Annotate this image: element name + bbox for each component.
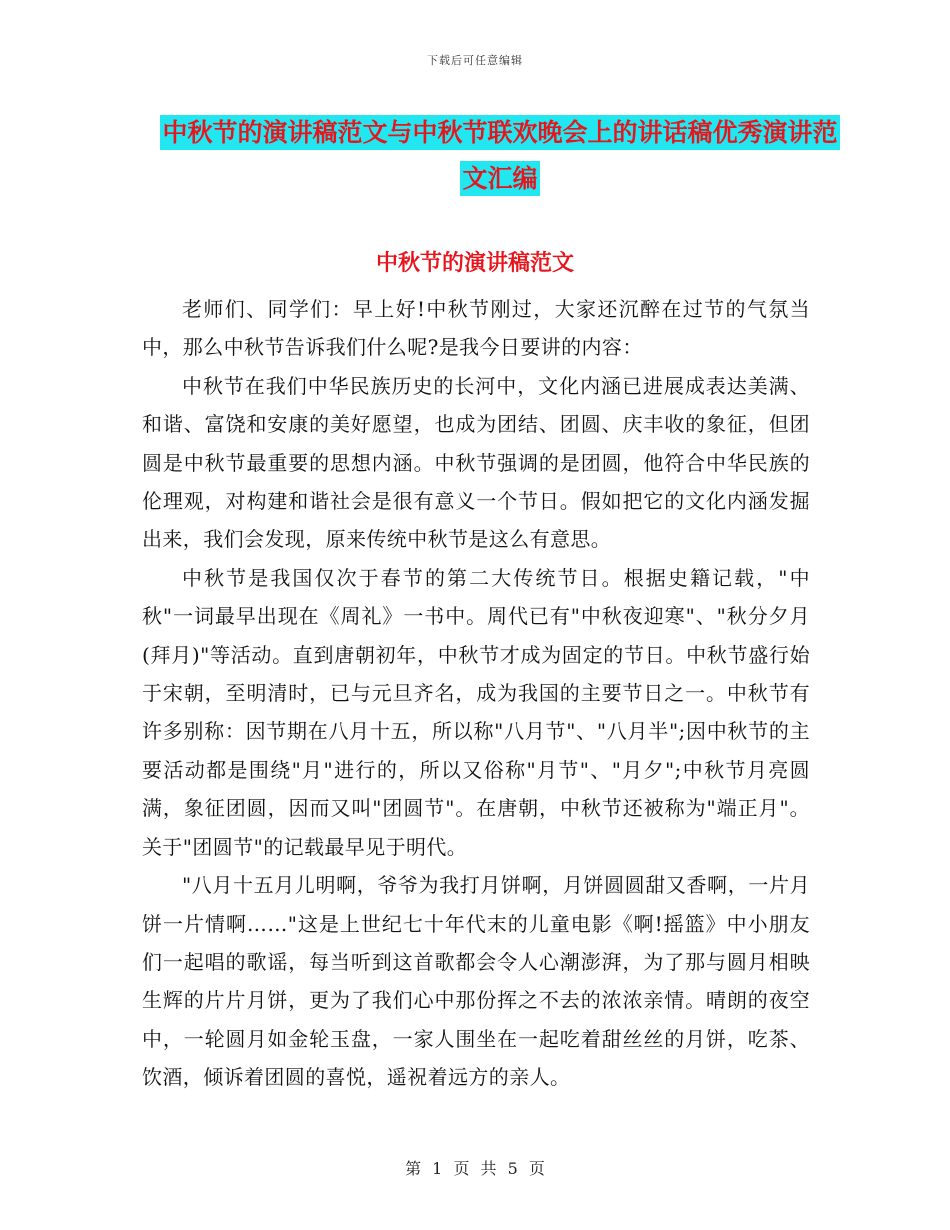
body-text bbox=[142, 290, 810, 1097]
page-number-label: 第 1 页 共 5 页 bbox=[405, 1159, 545, 1178]
header-note: 下载后可任意编辑 bbox=[427, 54, 523, 67]
paragraph-4: "八月十五月儿明啊，爷爷为我打月饼啊，月饼圆圆甜又香啊，一片月饼一片情啊……"这是上世纪七十年代末的儿童电影《啊!摇篮》中小朋友们一起唱的歌谣，每当听到这首歌都会令人心潮澎湃，为了那与圆月相映生辉的片片月饼，更为了我们心中那份挥之不去的浓浓亲情。晴朗的夜空中，一轮圆月如金轮玉盘，一家人围坐在一起吃着甜丝丝的月饼，吃茶、饮酒，倾诉着团圆的喜悦，遥祝着远方的亲人。 bbox=[142, 873, 810, 1090]
section-heading: 中秋节的演讲稿范文 bbox=[375, 251, 574, 276]
page-footer bbox=[0, 1156, 950, 1179]
paragraph-2: 中秋节在我们中华民族历史的长河中，文化内涵已进展成表达美满、和谐、富饶和安康的美好愿望，也成为团结、团圆、庆丰收的象征，但团圆是中秋节最重要的思想内涵。中秋节强调的是团圆，他符合中华民族的伦理观，对构建和谐社会是很有意义一个节日。假如把它的文化内涵发掘出来，我们会发现，原来传统中秋节是这么有意思。 bbox=[142, 373, 810, 552]
document-title bbox=[160, 110, 840, 202]
paragraph-1: 老师们、同学们：早上好!中秋节刚过，大家还沉醉在过节的气氛当中，那么中秋节告诉我们什么呢?是我今日要讲的内容： bbox=[142, 297, 810, 360]
document-title-text: 中秋节的演讲稿范文与中秋节联欢晚会上的讲话稿优秀演讲范文汇编 bbox=[160, 115, 839, 196]
paragraph-3: 中秋节是我国仅次于春节的第二大传统节日。根据史籍记载，"中秋"一词最早出现在《周礼》一书中。周代已有"中秋夜迎寒"、"秋分夕月(拜月)"等活动。直到唐朝初年，中秋节才成为固定的节日。中秋节盛行始于宋朝，至明清时，已与元旦齐名，成为我国的主要节日之一。中秋节有许多别称：因节期在八月十五，所以称"八月节"、"八月半";因中秋节的主要活动都是围绕"月"进行的，所以又俗称"月节"、"月夕";中秋节月亮圆满，象征团圆，因而又叫"团圆节"。在唐朝，中秋节还被称为"端正月"。关于"团圆节"的记载最早见于明代。 bbox=[142, 565, 810, 859]
